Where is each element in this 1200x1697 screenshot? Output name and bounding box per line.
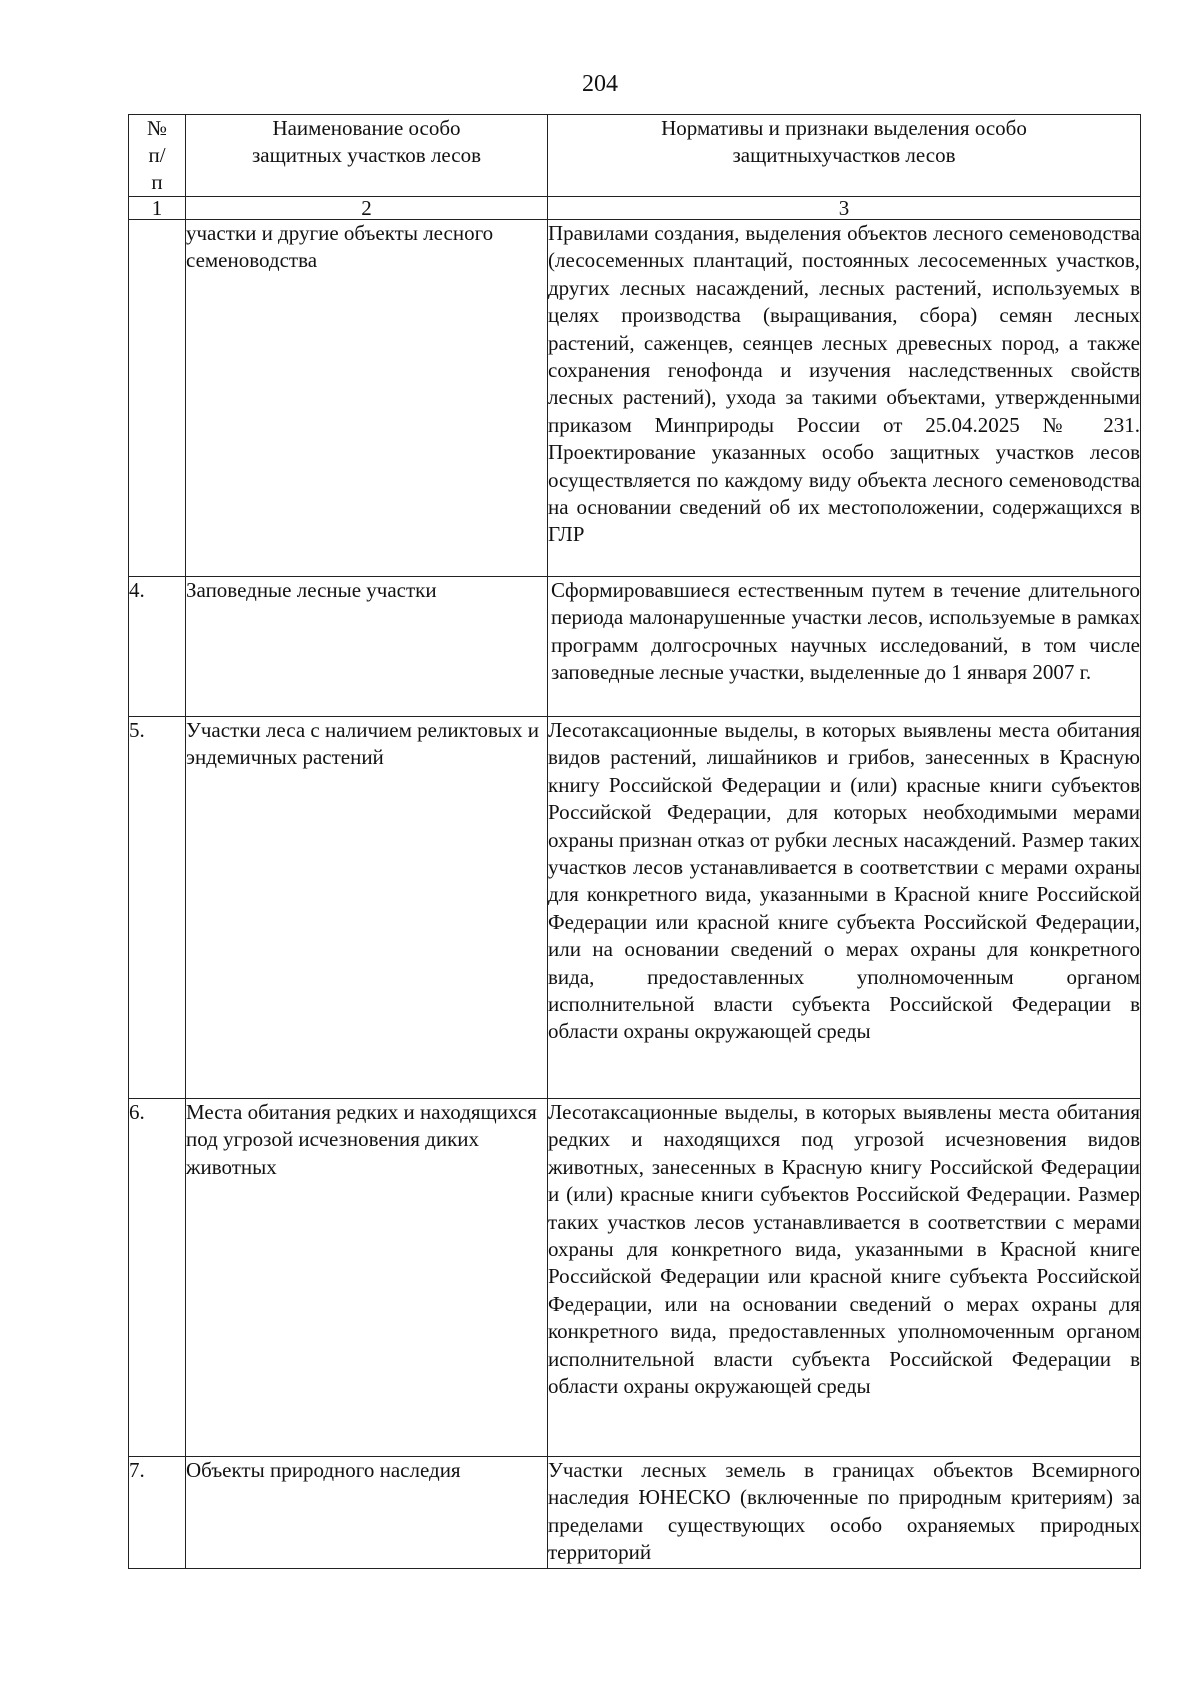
row-number: 6. [129, 1099, 186, 1457]
header-criteria-text: Нормативы и признаки выделения особо защитныхучастков лесов [661, 116, 1027, 167]
protective-forest-areas-table [128, 114, 1141, 1569]
row-number: 7. [129, 1457, 186, 1569]
table-row [129, 717, 1141, 1099]
header-number-line: № [146, 116, 168, 140]
page-number: 204 [582, 71, 618, 97]
row-criteria: Лесотаксационные выделы, в которых выявлены места обитания видов растений, лишайников и грибов, занесенных в Красную книгу Российской Федерации и (или) красные книги субъектов Российской Федерации, для которых необходимыми мерами охраны признан отказ от рубки лесных насаждений. Размер таких участков лесов устанавливается в соответствии с мерами охраны для конкретного вида, указанными в Красной книге Российской Федерации или красной книге субъекта Российской Федерации, или на основании сведений о мерах охраны для конкретного вида, предоставленных уполномоченным органом исполнительной власти субъекта Российской Федерации в области охраны окружающей среды [548, 717, 1141, 1099]
row-criteria: Правилами создания, выделения объектов лесного семеноводства (лесосеменных плантаций, постоянных лесосеменных участков, других лесных насаждений, лесных растений, используемых в целях производства (выращивания, сбора) семян лесных растений, саженцев, сеянцев лесных древесных пород, а также сохранения генофонда и изучения наследственных свойств лесных растений), ухода за такими объектами, утвержденными приказом Минприроды России от 25.04.2025 № 231. Проектирование указанных особо защитных участков лесов осуществляется по каждому виду объекта лесного семеноводства на основании сведений об их местоположении, содержащихся в ГЛР [548, 220, 1141, 577]
row-number [129, 220, 186, 577]
row-name: Заповедные лесные участки [186, 577, 548, 717]
column-number: 1 [129, 197, 186, 220]
row-criteria: Сформировавшиеся естественным путем в течение длительного периода малонарушенные участки лесов, используемые в рамках программ долгосрочных научных исследований, в том числе заповедные лесные участки, выделенные до 1 января 2007 г. [548, 577, 1141, 717]
header-criteria [548, 115, 1141, 197]
row-name: Участки леса с наличием реликтовых и эндемичных растений [186, 717, 548, 1099]
table-row [129, 1457, 1141, 1569]
row-criteria: Участки лесных земель в границах объектов Всемирного наследия ЮНЕСКО (включенные по природным критериям) за пределами существующих особо охраняемых природных территорий [548, 1457, 1141, 1569]
table-row [129, 220, 1141, 577]
header-name-text: Наименование особо защитных участков лесов [251, 116, 482, 167]
row-criteria: Лесотаксационные выделы, в которых выявлены места обитания редких и находящихся под угрозой исчезновения видов животных, занесенных в Красную книгу Российской Федерации и (или) красные книги субъектов Российской Федерации. Размер таких участков лесов устанавливается в соответствии с мерами охраны для конкретного вида, указанными в Красной книге Российской Федерации или красной книге субъекта Российской Федерации, или на основании сведений о мерах охраны для конкретного вида, предоставленных уполномоченным органом исполнительной власти субъекта Российской Федерации в области охраны окружающей среды [548, 1099, 1141, 1457]
column-number: 3 [548, 197, 1141, 220]
header-name [186, 115, 548, 197]
header-number-line: п/ [148, 143, 166, 167]
row-number: 4. [129, 577, 186, 717]
column-number-row [129, 197, 1141, 220]
row-name: Объекты природного наследия [186, 1457, 548, 1569]
header-number [129, 115, 186, 197]
table-row [129, 577, 1141, 717]
table-header-row [129, 115, 1141, 197]
row-name: Места обитания редких и находящихся под угрозой исчезновения диких животных [186, 1099, 548, 1457]
table-row [129, 1099, 1141, 1457]
row-name: участки и другие объекты лесного семеноводства [186, 220, 548, 577]
column-number: 2 [186, 197, 548, 220]
row-number: 5. [129, 717, 186, 1099]
header-number-line: п [151, 170, 163, 194]
